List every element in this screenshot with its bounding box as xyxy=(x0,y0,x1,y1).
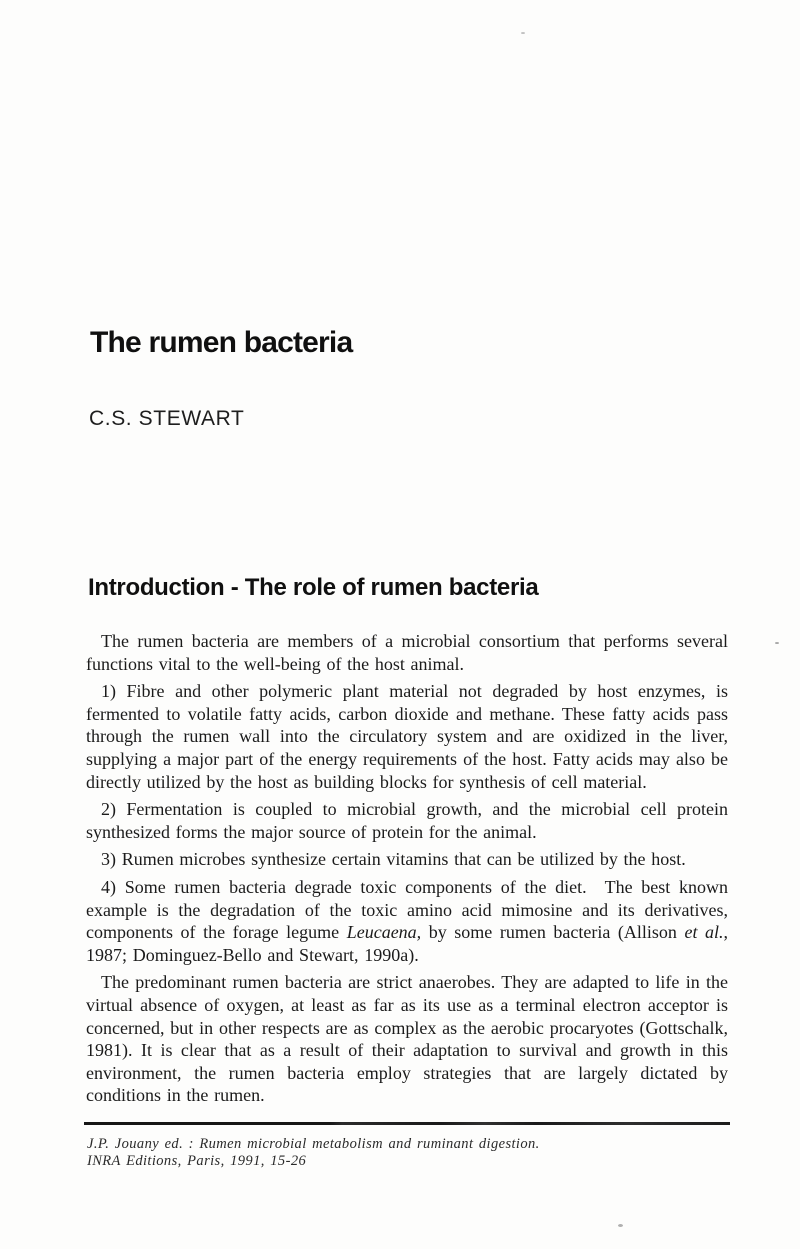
text-run: 3) Rumen microbes synthesize certain vitamins that can be utilized by the host. xyxy=(101,849,686,870)
text-run: 4) Some rumen bacteria degrade toxic components of the diet. The best known example is the degradation of the toxic amino acid mimosine and its derivatives, components of the forage legume xyxy=(86,876,728,943)
footer-rule xyxy=(84,1122,730,1125)
italic-term: Leucaena, xyxy=(346,922,422,943)
paragraph xyxy=(86,876,728,966)
author-name: C.S. STEWART xyxy=(89,407,245,430)
paragraph xyxy=(86,971,728,1107)
page-title: The rumen bacteria xyxy=(90,326,353,359)
footer-citation-line-1: J.P. Jouany ed. : Rumen microbial metabolism and ruminant digestion. xyxy=(87,1136,540,1152)
text-run: The rumen bacteria are members of a microbial consortium that performs several functions vital to the well-being of the host animal. xyxy=(86,631,728,674)
scan-speck xyxy=(775,642,779,644)
text-run: 2) Fermentation is coupled to microbial growth, and the microbial cell protein synthesized forms the major source of protein for the animal. xyxy=(86,799,728,842)
paragraph xyxy=(86,630,728,675)
section-heading: Introduction - The role of rumen bacteria xyxy=(88,574,539,601)
text-run: by some rumen bacteria (Allison xyxy=(421,922,685,943)
paragraph xyxy=(86,680,728,793)
footer-citation xyxy=(87,1136,540,1169)
text-run: , 1987; Dominguez-Bello and Stewart, 1990a). xyxy=(86,922,728,965)
article-body xyxy=(86,630,728,1107)
paragraph xyxy=(86,798,728,843)
footer-citation-line-2: INRA Editions, Paris, 1991, 15-26 xyxy=(87,1152,307,1169)
italic-term: et al. xyxy=(684,922,724,943)
scan-speck xyxy=(618,1224,623,1227)
scan-speck xyxy=(521,32,525,34)
text-run: The predominant rumen bacteria are strict anaerobes. They are adapted to life in the virtual absence of oxygen, at least as far as its use as a terminal electron acceptor is concerned, but in other respects are as complex as the aerobic procaryotes (Gottschalk, 1981). It is clear that as a result of their adaptation to survival and growth in this environment, the rumen bacteria employ strategies that are largely dictated by conditions in the rumen. xyxy=(86,972,728,1106)
text-run: 1) Fibre and other polymeric plant material not degraded by host enzymes, is fermented to volatile fatty acids, carbon dioxide and methane. These fatty acids pass through the rumen wall into the circulatory system and are oxidized in the liver, supplying a major part of the energy requirements of the host. Fatty acids may also be directly utilized by the host as building blocks for synthesis of cell material. xyxy=(86,681,728,792)
paragraph xyxy=(86,848,728,871)
